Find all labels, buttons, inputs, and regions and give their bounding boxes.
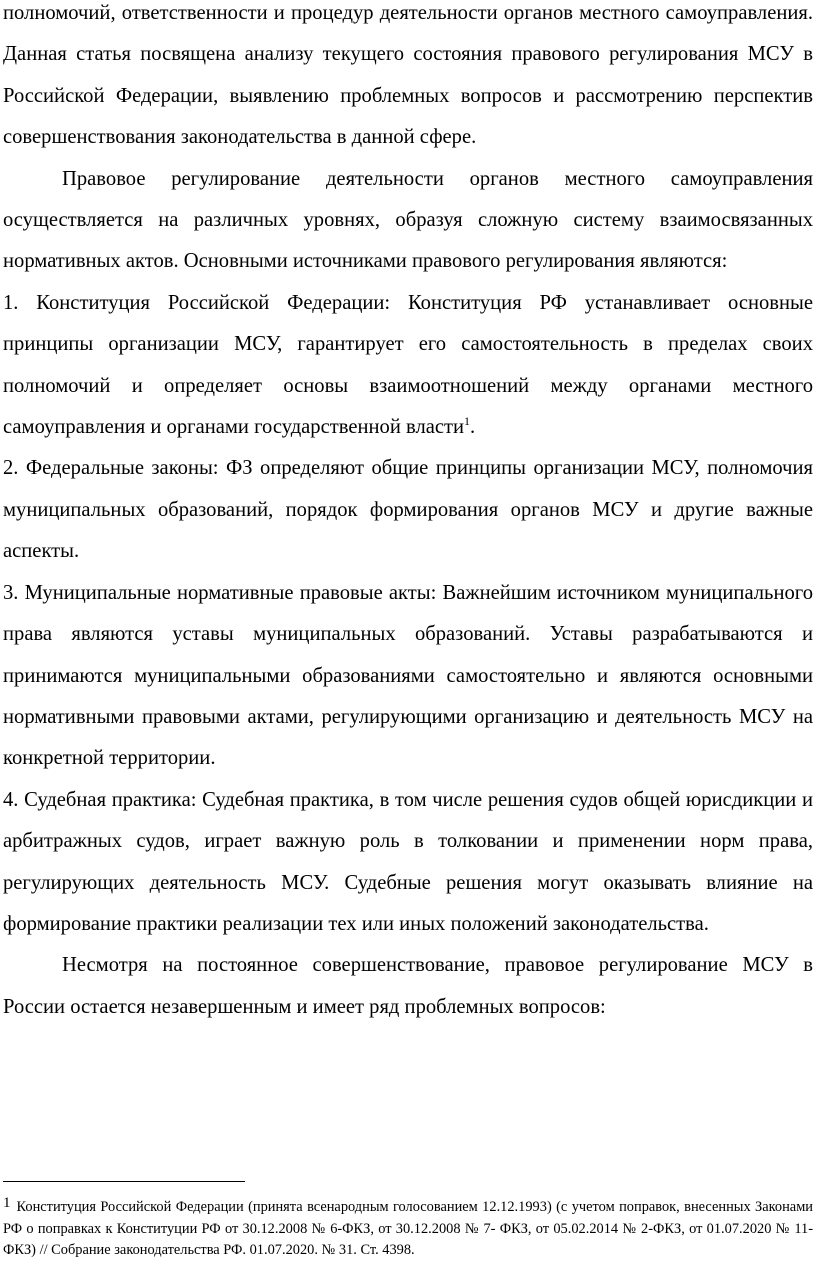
source-item-tail: .: [470, 416, 476, 439]
source-item-judicial-practice: 4. Судебная практика: Судебная практика, в том числе решения судов общей юрисдикции и арбитражных судов, играет важную роль в толковании и применении норм права, регулирующих деятельность МСУ. Судебные решения могут оказывать влияние на формирование практики реализации тех или иных положений законодательства.: [3, 788, 813, 935]
footnote-reference[interactable]: 1: [464, 414, 471, 429]
footnote-text: Конституция Российской Федерации (принята всенародным голосованием 12.12.1993) (с учетом поправок, внесенных Законами РФ о поправках к Конституции РФ от 30.12.2008 № 6-ФКЗ, от 30.12.2008 № 7- ФКЗ, от 05.02.2014 № 2-ФКЗ, от 01.07.2020 № 11-ФКЗ) // Собрание законодательства РФ. 01.07.2020. № 31. Ст. 4398.: [3, 1199, 813, 1258]
source-item-municipal-acts: 3. Муниципальные нормативные правовые акты: Важнейшим источником муниципального права являются уставы муниципальных образований. Уставы разрабатываются и принимаются муниципальными образованиями самостоятельно и являются основными нормативными правовыми актами, регулирующими организацию и деятельность МСУ на конкретной территории.: [3, 581, 813, 770]
footnote-separator: [3, 1181, 245, 1182]
source-item-text: 1. Конституция Российской Федерации: Конституция РФ устанавливает основные принципы организации МСУ, гарантирует его самостоятельность в пределах своих полномочий и определяет основы взаимоотношений между органами местного самоуправления и органами государственной власти: [3, 291, 813, 439]
footnote-mark: 1: [3, 1195, 11, 1211]
regulation-levels-paragraph: Правовое регулирование деятельности органов местного самоуправления осуществляется на различных уровнях, образуя сложную систему взаимосвязанных нормативных актов. Основными источниками правового регулирования являются:: [3, 167, 813, 273]
source-item-federal-laws: 2. Федеральные законы: ФЗ определяют общие принципы организации МСУ, полномочия муниципальных образований, порядок формирования органов МСУ и другие важные аспекты.: [3, 457, 813, 563]
footnote: [3, 1193, 813, 1262]
document-body: [3, 0, 813, 1028]
source-item-constitution: [3, 283, 813, 449]
closing-paragraph: Несмотря на постоянное совершенствование, правовое регулирование МСУ в России остается незавершенным и имеет ряд проблемных вопросов:: [3, 954, 813, 1018]
intro-paragraph-continuation: полномочий, ответственности и процедур деятельности органов местного самоуправления. Данная статья посвящена анализу текущего состояния правового регулирования МСУ в Российской Федерации, выявлению проблемных вопросов и рассмотрению перспектив совершенствования законодательства в данной сфере.: [3, 2, 813, 149]
